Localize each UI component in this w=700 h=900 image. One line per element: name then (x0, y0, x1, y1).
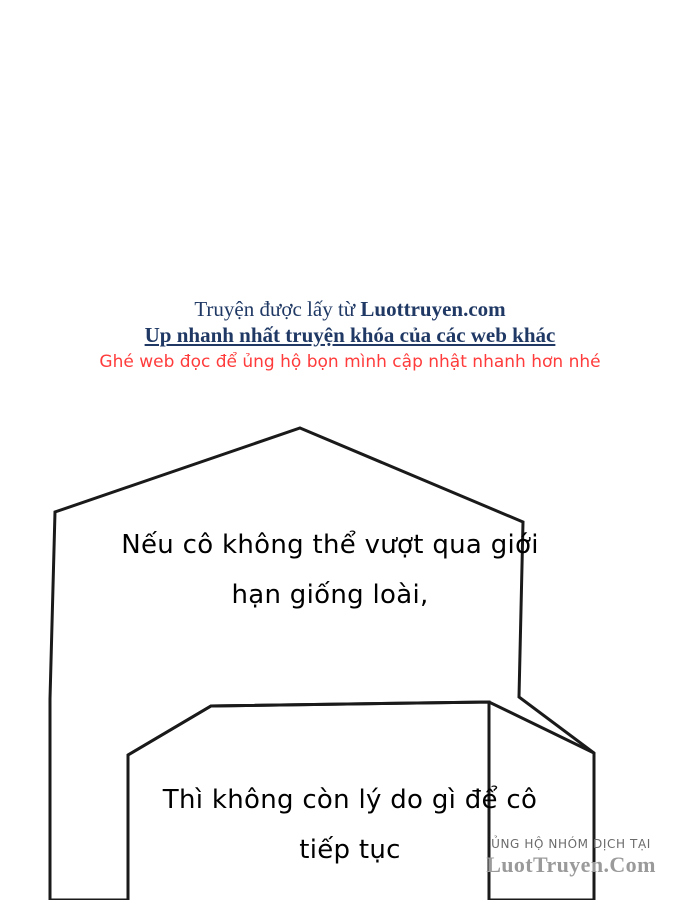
credit-line-source (0, 296, 700, 322)
credit-line-support: Ghé web đọc để ủng hộ bọn mình cập nhật nhanh hơn nhé (99, 352, 601, 372)
watermark-support-text: ỦNG HỘ NHÓM DỊCH TẠI (491, 837, 651, 851)
watermark-site-text: LuotTruyen.Com (486, 852, 656, 877)
speech-bubble-lower-text: Thì không còn lý do gì để cô tiếp tục (162, 785, 538, 865)
credit-site-name: Luottruyen.com (360, 297, 506, 321)
group-watermark (456, 837, 686, 878)
comic-panel (0, 410, 700, 900)
speech-bubble-upper-text: Nếu cô không thể vượt qua giới hạn giống loài, (121, 530, 539, 610)
credit-prefix: Truyện được lấy từ (194, 297, 361, 321)
credit-line-update: Up nhanh nhất truyện khóa của các web khác (144, 323, 556, 347)
credit-block (0, 296, 700, 374)
